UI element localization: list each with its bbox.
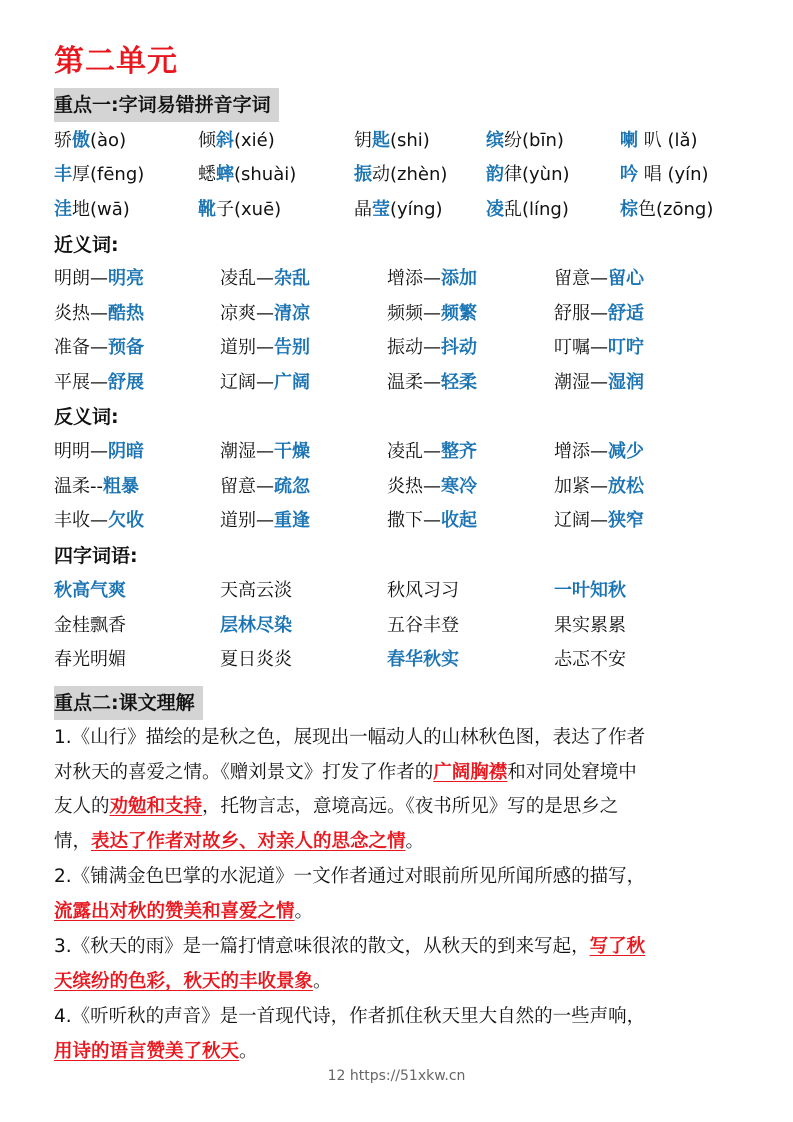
idiom-word: 秋风习习 <box>387 580 459 601</box>
antonym-pair <box>554 435 644 469</box>
source-word: 振动— <box>387 337 441 358</box>
idiom-row <box>54 643 754 677</box>
section-2-heading: 重点二:课文理解 <box>54 686 203 720</box>
word-suffix: 厚 <box>72 164 90 185</box>
key-character: 吟 <box>620 164 638 185</box>
answer-word: 轻柔 <box>441 372 477 393</box>
paragraph-line <box>54 721 744 756</box>
answer-word: 添加 <box>441 268 477 289</box>
pinyin-row <box>54 124 754 158</box>
pinyin-annotation: (xié) <box>234 130 275 151</box>
source-word: 丰收— <box>54 510 108 531</box>
paragraph-line <box>54 1000 744 1035</box>
key-character: 振 <box>354 164 372 185</box>
source-word: 加紧— <box>554 476 608 497</box>
text-span: 对秋天的喜爱之情。《赠刘景文》打发了作者的 <box>54 761 434 783</box>
source-word: 凌乱— <box>220 268 274 289</box>
answer-word: 抖动 <box>441 337 477 358</box>
text-span: 1.《山行》描绘的是秋之色，展现出一幅动人的山林秋色图，表达了作者 <box>54 727 646 748</box>
source-word: 舒服— <box>554 303 608 324</box>
antonym-row <box>54 470 754 504</box>
antonym-pair <box>54 504 144 538</box>
synonym-pair <box>387 331 477 365</box>
pinyin-word <box>486 158 570 192</box>
key-phrase: 写了秋 <box>589 936 646 957</box>
answer-word: 叮咛 <box>608 337 644 358</box>
idiom-word: 春华秋实 <box>387 649 459 670</box>
pinyin-annotation: (zhèn) <box>390 164 448 185</box>
antonym-row <box>54 435 754 469</box>
synonym-pair <box>54 297 144 331</box>
answer-word: 欠收 <box>108 510 144 531</box>
pinyin-word <box>198 193 281 227</box>
answer-word: 舒适 <box>608 303 644 324</box>
antonym-pair <box>220 435 310 469</box>
synonym-pair <box>54 366 144 400</box>
answer-word: 放松 <box>608 476 644 497</box>
word-suffix: 律 <box>504 164 522 185</box>
key-character: 靴 <box>198 199 216 220</box>
synonym-pair <box>220 297 310 331</box>
antonym-pair <box>387 504 477 538</box>
text-span: 2.《铺满金色巴掌的水泥道》一文作者通过对眼前所见所闻所感的描写， <box>54 866 646 887</box>
text-span: ，托物言志，意境高远。《夜书所见》写的是思乡之 <box>202 796 619 817</box>
text-span: 。 <box>405 830 425 852</box>
antonym-row <box>54 504 754 538</box>
page-footer: 12 https://51xkw.cn <box>327 1068 466 1084</box>
answer-word: 酷热 <box>108 303 144 324</box>
pinyin-word <box>620 124 698 158</box>
synonym-row <box>54 297 754 331</box>
paragraph-3 <box>54 930 744 999</box>
key-character: 斜 <box>216 130 234 151</box>
idiom-word: 层林尽染 <box>220 615 292 636</box>
source-word: 平展— <box>54 372 108 393</box>
word-prefix: 骄 <box>54 130 72 151</box>
antonyms-label: 反义词: <box>54 406 119 428</box>
pinyin-annotation: (ào) <box>90 130 127 151</box>
word-suffix: 色 <box>638 199 656 220</box>
pinyin-annotation: (bīn) <box>522 130 564 151</box>
key-character: 匙 <box>372 130 390 151</box>
pinyin-word <box>620 193 713 227</box>
answer-word: 舒展 <box>108 372 144 393</box>
idiom-row <box>54 574 754 608</box>
word-prefix: 倾 <box>198 130 216 151</box>
text-span: 友人的 <box>54 796 110 817</box>
source-word: 明朗— <box>54 268 108 289</box>
synonym-pair <box>387 262 477 296</box>
key-character: 棕 <box>620 199 638 220</box>
key-character: 傲 <box>72 130 90 151</box>
source-word: 炎热— <box>54 303 108 324</box>
idiom-row <box>54 609 754 643</box>
text-span: 4.《听听秋的声音》是一首现代诗，作者抓住秋天里大自然的一些声响， <box>54 1006 646 1027</box>
paragraph-line <box>54 965 744 1000</box>
antonym-pair <box>220 504 310 538</box>
pinyin-word <box>620 158 709 192</box>
antonym-pair <box>387 435 477 469</box>
idiom-word: 果实累累 <box>554 615 626 636</box>
word-suffix: 纷 <box>504 130 522 151</box>
source-word: 留意— <box>220 476 274 497</box>
key-phrase: 劝勉和支持 <box>109 796 203 817</box>
pinyin-annotation: (shuài) <box>234 164 297 185</box>
answer-word: 清凉 <box>274 303 310 324</box>
answer-word: 广阔 <box>274 372 310 393</box>
answer-word: 阴暗 <box>108 441 144 462</box>
antonym-pair <box>554 470 644 504</box>
synonym-pair <box>220 366 310 400</box>
key-phrase: 广阔胸襟 <box>433 761 508 783</box>
answer-word: 留心 <box>608 268 644 289</box>
source-word: 潮湿— <box>220 441 274 462</box>
paragraph-line <box>54 895 744 930</box>
answer-word: 干燥 <box>274 441 310 462</box>
synonym-pair <box>554 331 644 365</box>
source-word: 炎热— <box>387 476 441 497</box>
word-prefix: 晶 <box>354 199 372 220</box>
synonyms-label: 近义词: <box>54 234 119 256</box>
key-character: 喇 <box>620 130 638 151</box>
antonym-pair <box>54 435 144 469</box>
answer-word: 频繁 <box>441 303 477 324</box>
pinyin-word <box>54 158 144 192</box>
idioms-label: 四字词语: <box>54 545 138 567</box>
answer-word: 重逢 <box>274 510 310 531</box>
answer-word: 预备 <box>108 337 144 358</box>
answer-word: 粗暴 <box>103 476 139 497</box>
answer-word: 寒冷 <box>441 476 477 497</box>
synonym-pair <box>554 297 644 331</box>
pinyin-row <box>54 193 754 227</box>
word-suffix: 子 <box>216 199 234 220</box>
source-word: 增添— <box>387 268 441 289</box>
key-character: 缤 <box>486 130 504 151</box>
pinyin-word <box>486 124 564 158</box>
text-span: 情， <box>54 830 92 852</box>
antonym-pair <box>54 470 139 504</box>
text-span: 和对同处窘境中 <box>507 761 637 783</box>
answer-word: 告别 <box>274 337 310 358</box>
pinyin-annotation: (wā) <box>90 199 130 220</box>
source-word: 温柔— <box>387 372 441 393</box>
section-1-heading: 重点一:字词易错拼音字词 <box>54 88 279 122</box>
idiom-word: 一叶知秋 <box>554 580 626 601</box>
key-character: 莹 <box>372 199 390 220</box>
antonym-pair <box>220 470 310 504</box>
synonym-pair <box>220 262 310 296</box>
text-span: 。 <box>239 1040 258 1062</box>
source-word: 辽阔— <box>220 372 274 393</box>
source-word: 留意— <box>554 268 608 289</box>
pinyin-word <box>54 193 130 227</box>
pinyin-annotation: (lǎ) <box>667 130 698 151</box>
idiom-word: 五谷丰登 <box>387 615 459 636</box>
synonym-pair <box>54 262 144 296</box>
pinyin-annotation: (yùn) <box>522 164 570 185</box>
text-span: 。 <box>294 900 314 922</box>
synonym-pair <box>554 366 644 400</box>
paragraph-2 <box>54 860 744 929</box>
antonym-pair <box>554 504 644 538</box>
key-phrase: 天缤纷的色彩，秋天的丰收景象 <box>54 970 314 992</box>
text-span: 。 <box>313 970 332 992</box>
paragraph-line <box>54 930 744 965</box>
paragraph-1 <box>54 721 744 859</box>
source-word: 明明— <box>54 441 108 462</box>
antonym-pair <box>387 470 477 504</box>
paragraph-line <box>54 756 744 791</box>
source-word: 增添— <box>554 441 608 462</box>
synonym-row <box>54 366 754 400</box>
source-word: 潮湿— <box>554 372 608 393</box>
idiom-word: 秋高气爽 <box>54 580 126 601</box>
answer-word: 狭窄 <box>608 510 644 531</box>
paragraph-line <box>54 860 744 895</box>
pinyin-word <box>354 158 447 192</box>
synonym-pair <box>387 366 477 400</box>
unit-title: 第二单元 <box>54 44 178 79</box>
pinyin-annotation: (líng) <box>522 199 569 220</box>
pinyin-word <box>354 124 430 158</box>
source-word: 凌乱— <box>387 441 441 462</box>
word-suffix: 地 <box>72 199 90 220</box>
key-character: 蟀 <box>216 164 234 185</box>
synonym-pair <box>220 331 310 365</box>
pinyin-word <box>198 124 275 158</box>
pinyin-annotation: (xuē) <box>234 199 282 220</box>
source-word: 道别— <box>220 510 274 531</box>
source-word: 准备— <box>54 337 108 358</box>
idiom-word: 春光明媚 <box>54 649 126 670</box>
answer-word: 疏忽 <box>274 476 310 497</box>
paragraph-line <box>54 825 744 860</box>
answer-word: 减少 <box>608 441 644 462</box>
synonym-row <box>54 331 754 365</box>
idiom-word: 忐忑不安 <box>554 649 626 670</box>
pinyin-annotation: (shi) <box>390 130 430 151</box>
paragraph-4 <box>54 1000 744 1069</box>
pinyin-word <box>198 158 296 192</box>
text-span: 3.《秋天的雨》是一篇打情意味很浓的散文，从秋天的到来写起， <box>54 936 590 957</box>
answer-word: 湿润 <box>608 372 644 393</box>
key-phrase: 流露出对秋的赞美和喜爱之情 <box>54 900 295 922</box>
pinyin-word <box>354 193 443 227</box>
key-phrase: 用诗的语言赞美了秋天 <box>54 1040 240 1062</box>
answer-word: 明亮 <box>108 268 144 289</box>
source-word: 频频— <box>387 303 441 324</box>
synonym-pair <box>54 331 144 365</box>
key-character: 丰 <box>54 164 72 185</box>
pinyin-annotation: (yíng) <box>390 199 443 220</box>
pinyin-annotation: (yín) <box>667 164 709 185</box>
idiom-word: 夏日炎炎 <box>220 649 292 670</box>
word-suffix: 叭 <box>638 130 668 151</box>
paragraph-line <box>54 1035 744 1070</box>
key-phrase: 表达了作者对故乡、对亲人的思念之情 <box>91 830 406 852</box>
word-suffix: 乱 <box>504 199 522 220</box>
word-prefix: 蟋 <box>198 164 216 185</box>
pinyin-annotation: (fēng) <box>90 164 145 185</box>
pinyin-annotation: (zōng) <box>656 199 714 220</box>
pinyin-row <box>54 158 754 192</box>
word-suffix: 动 <box>372 164 390 185</box>
key-character: 洼 <box>54 199 72 220</box>
word-suffix: 唱 <box>638 164 668 185</box>
synonym-pair <box>554 262 644 296</box>
answer-word: 杂乱 <box>274 268 310 289</box>
key-character: 凌 <box>486 199 504 220</box>
idiom-word: 天高云淡 <box>220 580 292 601</box>
idiom-word: 金桂飘香 <box>54 615 126 636</box>
key-character: 韵 <box>486 164 504 185</box>
synonym-pair <box>387 297 477 331</box>
pinyin-word <box>54 124 126 158</box>
source-word: 道别— <box>220 337 274 358</box>
word-prefix: 钥 <box>354 130 372 151</box>
answer-word: 整齐 <box>441 441 477 462</box>
paragraph-line <box>54 790 744 825</box>
source-word: 辽阔— <box>554 510 608 531</box>
source-word: 凉爽— <box>220 303 274 324</box>
pinyin-word <box>486 193 569 227</box>
source-word: 温柔-- <box>54 476 103 497</box>
source-word: 叮嘱— <box>554 337 608 358</box>
answer-word: 收起 <box>441 510 477 531</box>
source-word: 撒下— <box>387 510 441 531</box>
synonym-row <box>54 262 754 296</box>
